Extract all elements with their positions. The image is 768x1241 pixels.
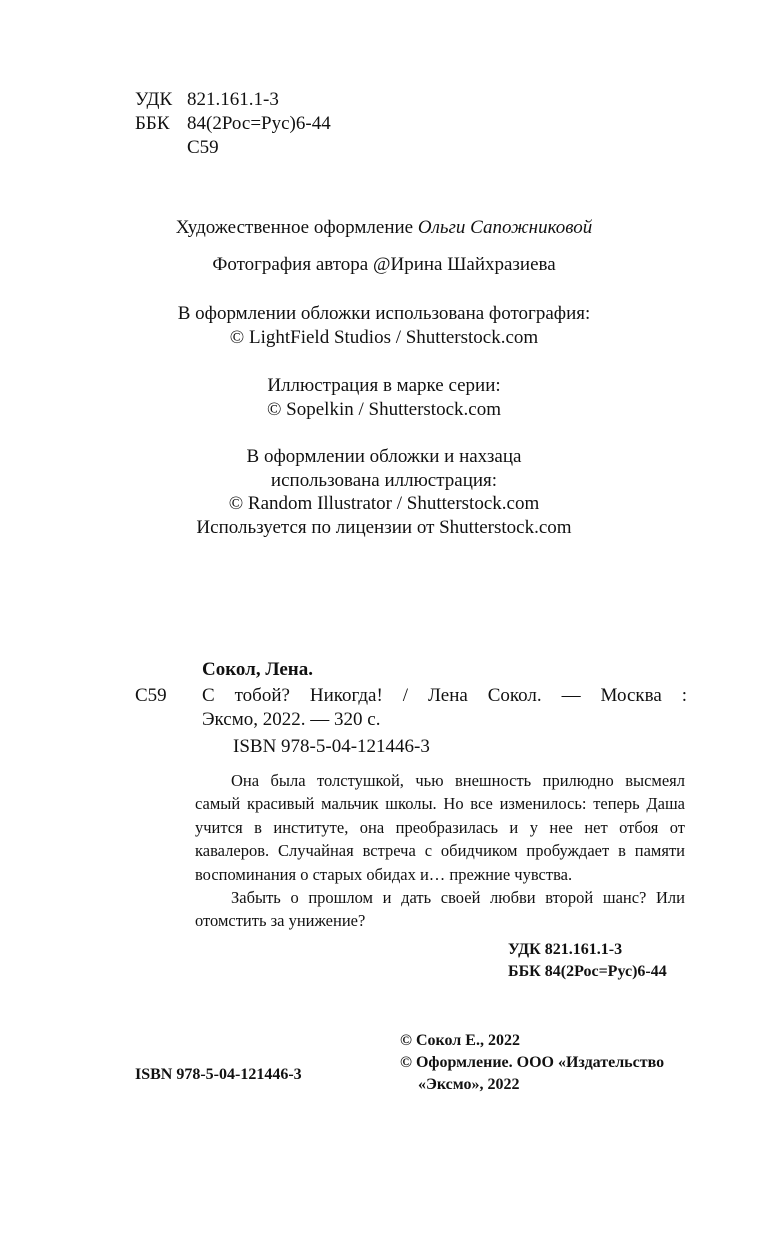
series-line2: © Sopelkin / Shutterstock.com: [267, 398, 501, 420]
photo-credit: Фотография автора @Ирина Шайхразиева: [212, 254, 556, 275]
record-title-line2: Эксмо, 2022. — 320 с.: [202, 709, 381, 730]
author-mark: С59: [187, 137, 219, 158]
copyright-block: [400, 1030, 664, 1096]
annotation-paragraph-1: Она была толстушкой, чью внешность прилюдно высмеял самый красивый мальчик школы. Но все изменилось: теперь Даша учится в институте, она преобразилась и у нее нет отбоя от кавалеров. Случайная встреча с обидчиком пробуждает в памяти воспоминания о старых обидах и… прежние чувства.: [195, 771, 685, 884]
cover-photo-credit: [100, 302, 668, 349]
udk-label: УДК: [135, 89, 173, 110]
copyright-author: © Сокол Е., 2022: [400, 1032, 520, 1049]
copyright-design-line1: © Оформление. ООО «Издательство: [400, 1054, 665, 1071]
record-isbn: ISBN 978-5-04-121446-3: [233, 736, 430, 757]
bottom-classification: [508, 939, 667, 983]
classification-block: [135, 88, 331, 160]
record-author-heading: Сокол, Лена.: [202, 659, 313, 680]
footer-isbn: ISBN 978-5-04-121446-3: [135, 1066, 302, 1083]
record-mark: С59: [135, 685, 167, 706]
author-mark-line: [135, 136, 331, 160]
illus-line2: использована иллюстрация:: [270, 469, 498, 491]
illus-line1: В оформлении обложки и нахзаца: [246, 446, 522, 467]
annotation-paragraph-2: Забыть о прошлом и дать своей любви второй шанс? Или отомстить за унижение?: [195, 888, 685, 931]
series-illustration-credit: [100, 374, 668, 421]
copyright-design-line2: «Эксмо», 2022: [418, 1076, 520, 1093]
cover-photo-line1: В оформлении обложки использована фотография:: [177, 303, 591, 324]
illus-line3: © Random Illustrator / Shutterstock.com: [228, 493, 540, 514]
illus-line4: Используется по лицензии от Shutterstock.com: [196, 516, 572, 538]
udk-value: 821.161.1-3: [187, 89, 279, 110]
illustration-credit: [100, 445, 668, 539]
bottom-bbk: ББК 84(2Рос=Рус)6-44: [508, 963, 667, 980]
design-credit: [100, 216, 668, 240]
record-title-line1: С тобой? Никогда! / Лена Сокол. — Москва :: [202, 685, 687, 706]
bbk-line: [135, 112, 331, 136]
annotation: [195, 769, 685, 933]
udk-line: [135, 88, 331, 112]
bbk-label: ББК: [135, 113, 170, 134]
bottom-udk: УДК 821.161.1-3: [508, 941, 623, 958]
design-credit-prefix: Художественное оформление: [175, 217, 414, 238]
design-credit-name: Ольги Сапожниковой: [417, 217, 593, 238]
bbk-value: 84(2Рос=Рус)6-44: [187, 113, 331, 134]
cover-photo-line2: © LightField Studios / Shutterstock.com: [229, 326, 539, 348]
series-line1: Иллюстрация в марке серии:: [267, 375, 501, 396]
